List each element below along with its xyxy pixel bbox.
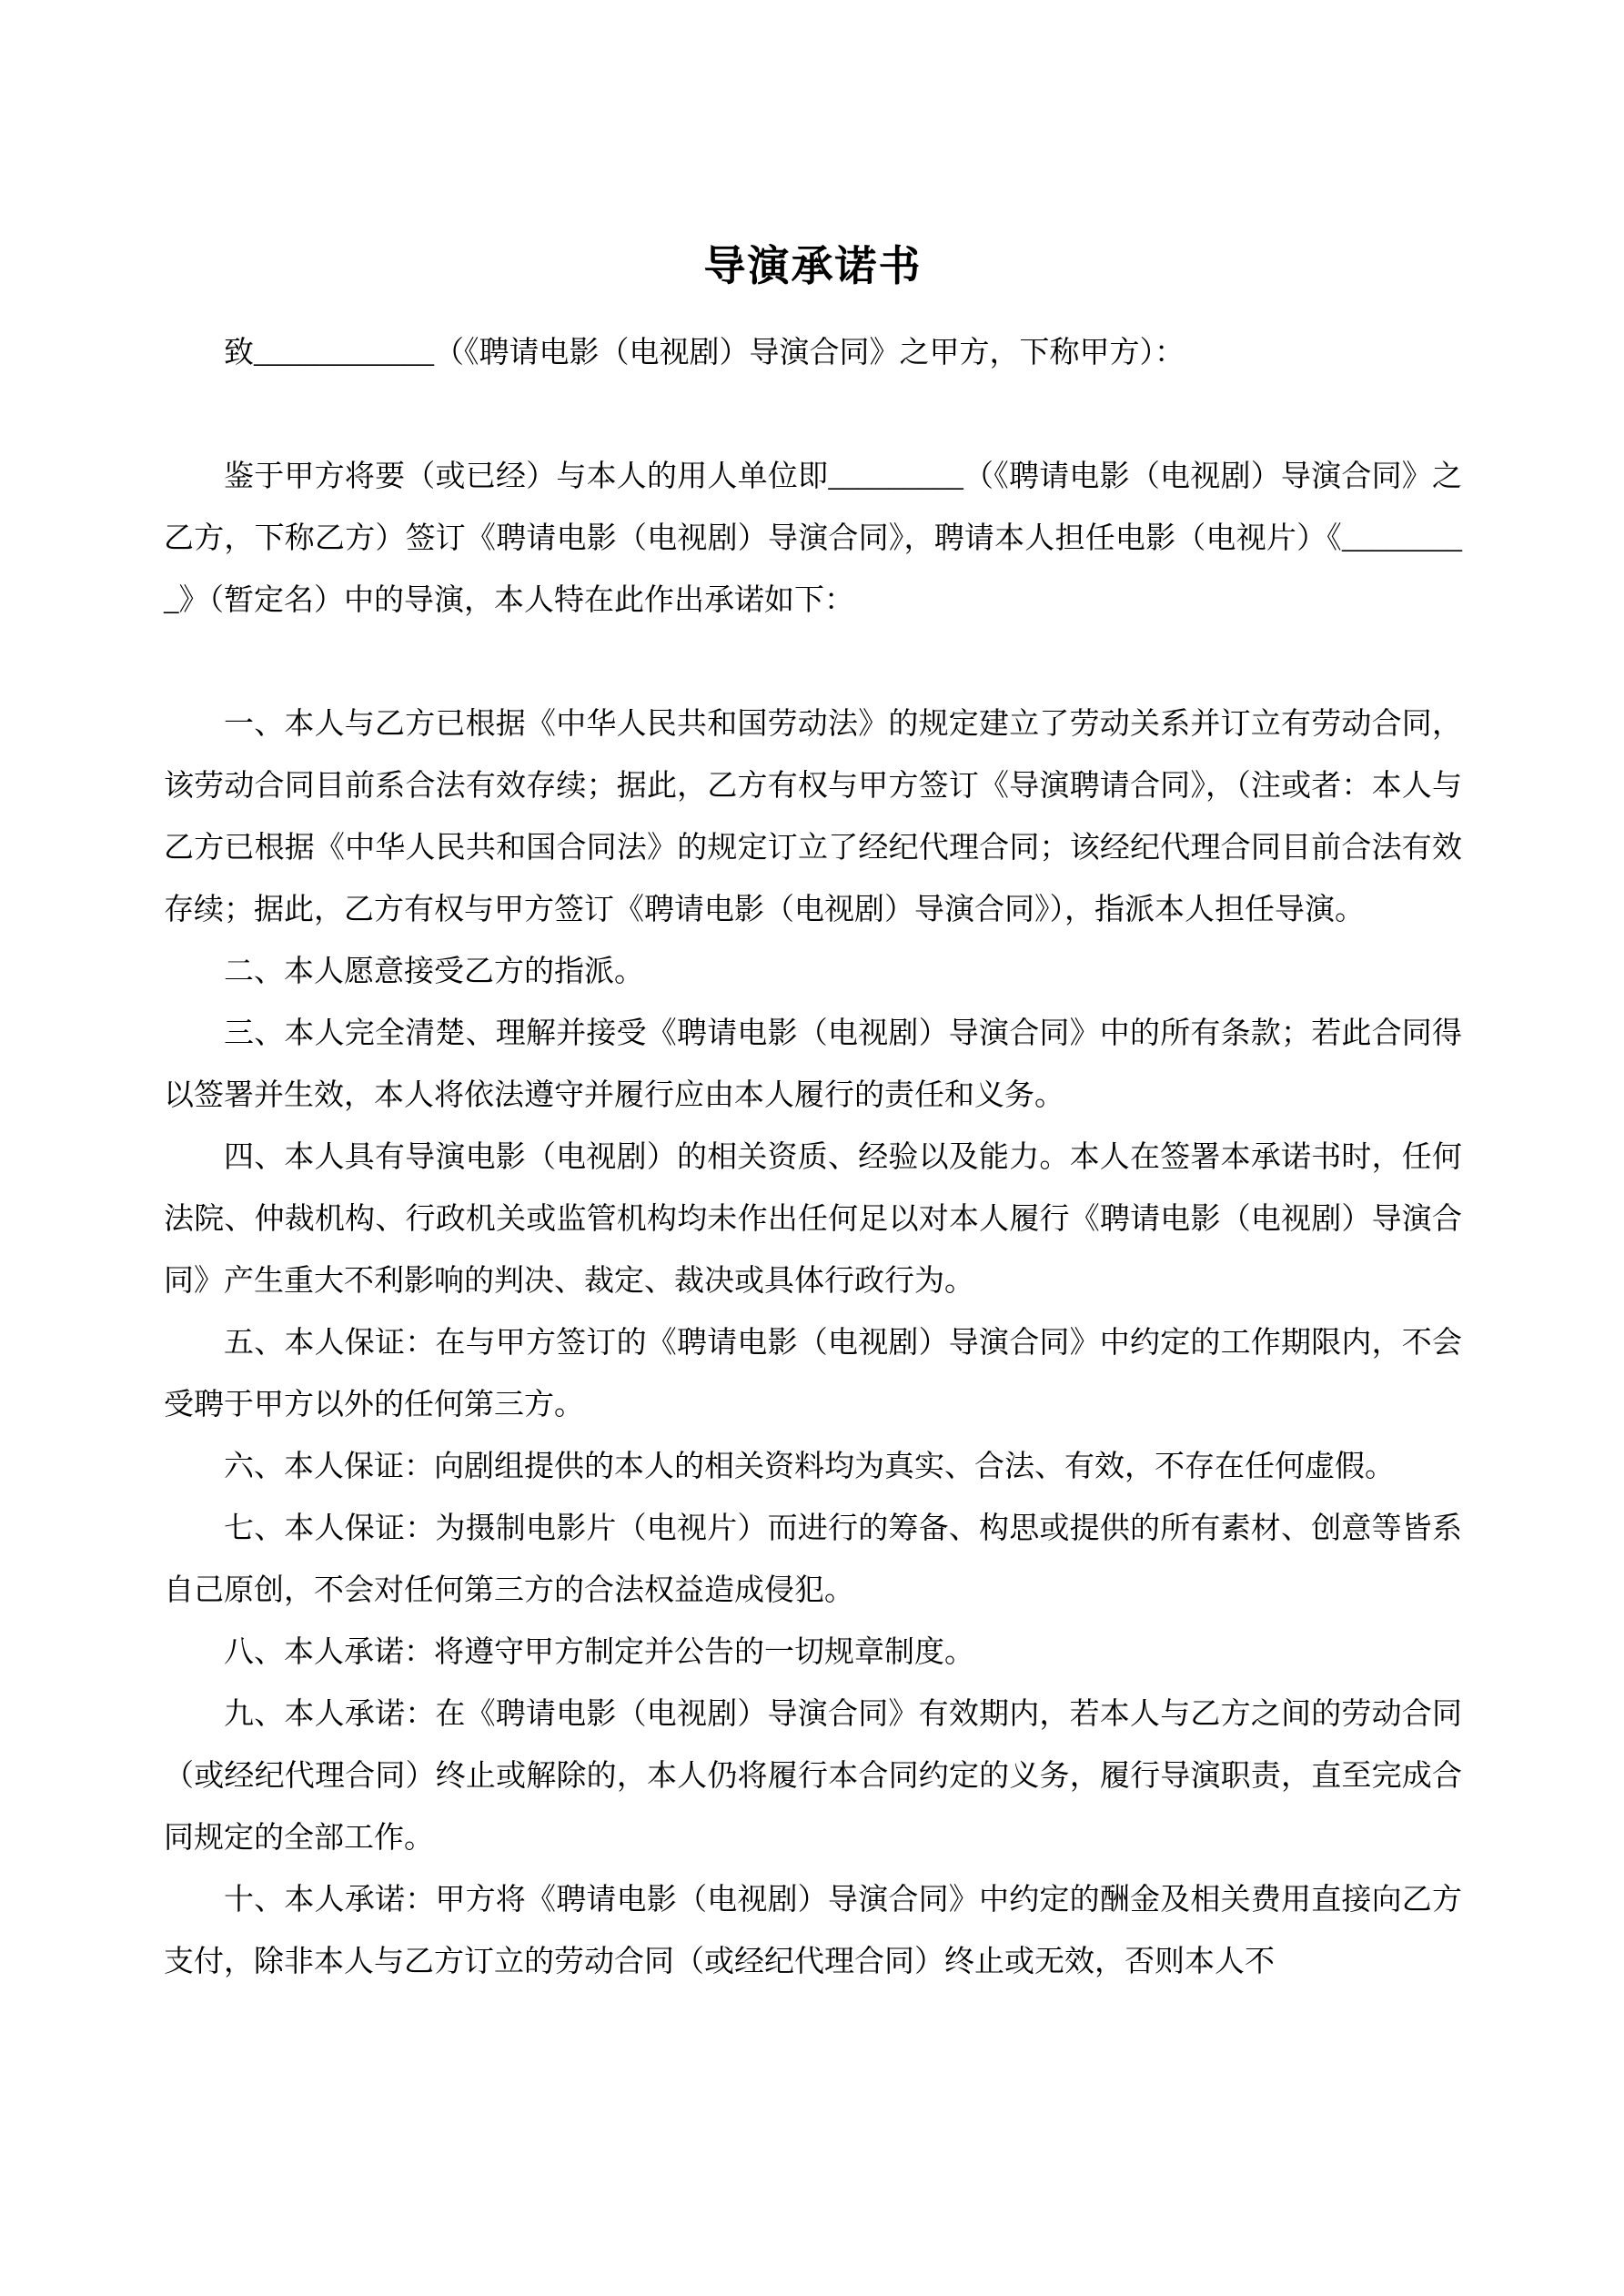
salutation-line: 致____________（《聘请电影（电视剧）导演合同》之甲方，下称甲方）：: [224, 337, 1185, 369]
preamble-paragraph: 鉴于甲方将要（或已经）与本人的用人单位即_________（《聘请电影（电视剧）导演合同》之乙方，下称乙方）签订《聘请电影（电视剧）导演合同》，聘请本人担任电影（电视片）《_________》（暂定名）中的导演，本人特在此作出承诺如下：: [164, 460, 1462, 617]
clause-4: 四、本人具有导演电影（电视剧）的相关资质、经验以及能力。本人在签署本承诺书时，任何法院、仲裁机构、行政机关或监管机构均未作出任何足以对本人履行《聘请电影（电视剧）导演合同》产生重大不利影响的判决、裁定、裁决或具体行政行为。: [164, 1141, 1462, 1298]
clause-6: 六、本人保证：向剧组提供的本人的相关资料均为真实、合法、有效，不存在任何虚假。: [224, 1451, 1395, 1483]
clause-8: 八、本人承诺：将遵守甲方制定并公告的一切规章制度。: [224, 1636, 974, 1669]
clause-3: 三、本人完全清楚、理解并接受《聘请电影（电视剧）导演合同》中的所有条款；若此合同得以签署并生效，本人将依法遵守并履行应由本人履行的责任和义务。: [164, 1017, 1462, 1112]
clause-9: 九、本人承诺：在《聘请电影（电视剧）导演合同》有效期内，若本人与乙方之间的劳动合同（或经纪代理合同）终止或解除的，本人仍将履行本合同约定的义务，履行导演职责，直至完成合同规定的全部工作。: [164, 1698, 1462, 1855]
clause-10: 十、本人承诺：甲方将《聘请电影（电视剧）导演合同》中约定的酬金及相关费用直接向乙方支付，除非本人与乙方订立的劳动合同（或经纪代理合同）终止或无效，否则本人不: [164, 1884, 1462, 1978]
clause-5: 五、本人保证：在与甲方签订的《聘请电影（电视剧）导演合同》中约定的工作期限内，不会受聘于甲方以外的任何第三方。: [164, 1327, 1462, 1421]
document-title: 导演承诺书: [703, 243, 923, 289]
clause-1: 一、本人与乙方已根据《中华人民共和国劳动法》的规定建立了劳动关系并订立有劳动合同，该劳动合同目前系合法有效存续；据此，乙方有权与甲方签订《导演聘请合同》，（注或者：本人与乙方已根据《中华人民共和国合同法》的规定订立了经纪代理合同；该经纪代理合同目前合法有效存续；据此，乙方有权与甲方签订《聘请电影（电视剧）导演合同》），指派本人担任导演。: [164, 708, 1462, 926]
clause-2: 二、本人愿意接受乙方的指派。: [224, 956, 644, 988]
clause-7: 七、本人保证：为摄制电影片（电视片）而进行的筹备、构思或提供的所有素材、创意等皆系自己原创，不会对任何第三方的合法权益造成侵犯。: [164, 1512, 1462, 1607]
